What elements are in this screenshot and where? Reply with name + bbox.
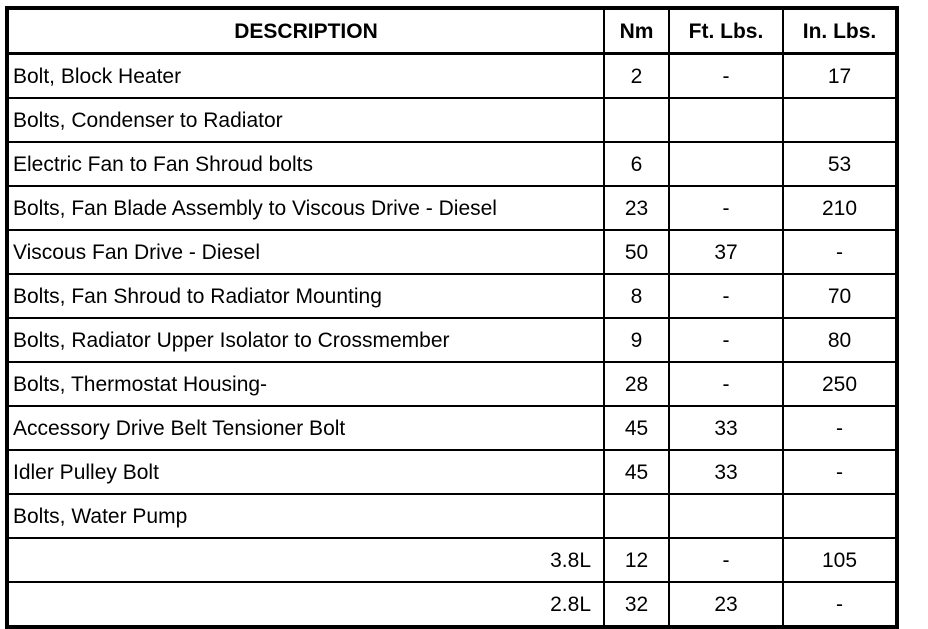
table-row — [7, 230, 897, 274]
table-row — [7, 142, 897, 186]
table-row — [7, 186, 897, 230]
cell-description: Bolts, Fan Shroud to Radiator Mounting — [7, 274, 604, 318]
cell-in-lbs: 70 — [783, 274, 897, 318]
cell-ft-lbs — [669, 98, 783, 142]
cell-in-lbs: 250 — [783, 362, 897, 406]
cell-in-lbs: - — [783, 450, 897, 494]
cell-ft-lbs: 33 — [669, 406, 783, 450]
cell-in-lbs: 53 — [783, 142, 897, 186]
cell-in-lbs: 80 — [783, 318, 897, 362]
cell-nm: 32 — [604, 582, 669, 627]
cell-nm: 23 — [604, 186, 669, 230]
cell-nm — [604, 98, 669, 142]
table-row — [7, 318, 897, 362]
cell-nm: 28 — [604, 362, 669, 406]
cell-nm: 45 — [604, 450, 669, 494]
cell-nm: 2 — [604, 54, 669, 99]
cell-description: Bolts, Fan Blade Assembly to Viscous Drive - Diesel — [7, 186, 604, 230]
table-row — [7, 98, 897, 142]
table-row — [7, 362, 897, 406]
cell-engine-variant: 3.8L — [7, 538, 604, 582]
cell-ft-lbs: 33 — [669, 450, 783, 494]
cell-nm: 12 — [604, 538, 669, 582]
cell-ft-lbs: - — [669, 318, 783, 362]
table-row — [7, 450, 897, 494]
cell-ft-lbs: - — [669, 274, 783, 318]
cell-nm: 45 — [604, 406, 669, 450]
cell-nm: 6 — [604, 142, 669, 186]
torque-spec-table — [5, 6, 899, 629]
cell-ft-lbs: - — [669, 362, 783, 406]
table-row — [7, 274, 897, 318]
cell-in-lbs: 210 — [783, 186, 897, 230]
cell-in-lbs: 105 — [783, 538, 897, 582]
cell-ft-lbs — [669, 494, 783, 538]
cell-in-lbs: - — [783, 406, 897, 450]
table-body — [7, 54, 897, 628]
cell-description: Bolts, Radiator Upper Isolator to Crossmember — [7, 318, 604, 362]
cell-ft-lbs: - — [669, 186, 783, 230]
cell-in-lbs: 17 — [783, 54, 897, 99]
table-row — [7, 406, 897, 450]
cell-nm: 8 — [604, 274, 669, 318]
cell-ft-lbs: 23 — [669, 582, 783, 627]
cell-description: Bolts, Water Pump — [7, 494, 604, 538]
cell-ft-lbs — [669, 142, 783, 186]
cell-description: Bolt, Block Heater — [7, 54, 604, 99]
cell-in-lbs — [783, 494, 897, 538]
cell-nm: 50 — [604, 230, 669, 274]
cell-description: Accessory Drive Belt Tensioner Bolt — [7, 406, 604, 450]
table-subrow — [7, 538, 897, 582]
cell-description: Bolts, Condenser to Radiator — [7, 98, 604, 142]
cell-in-lbs: - — [783, 582, 897, 627]
cell-ft-lbs: - — [669, 538, 783, 582]
cell-ft-lbs: 37 — [669, 230, 783, 274]
table-subrow — [7, 582, 897, 627]
header-row — [7, 8, 897, 54]
cell-nm: 9 — [604, 318, 669, 362]
header-ft-lbs: Ft. Lbs. — [669, 8, 783, 54]
cell-in-lbs: - — [783, 230, 897, 274]
table-row — [7, 494, 897, 538]
cell-description: Viscous Fan Drive - Diesel — [7, 230, 604, 274]
cell-ft-lbs: - — [669, 54, 783, 99]
table-row — [7, 54, 897, 99]
cell-nm — [604, 494, 669, 538]
cell-in-lbs — [783, 98, 897, 142]
table-header — [7, 8, 897, 54]
cell-description: Electric Fan to Fan Shroud bolts — [7, 142, 604, 186]
header-description: DESCRIPTION — [7, 8, 604, 54]
header-in-lbs: In. Lbs. — [783, 8, 897, 54]
cell-description: Idler Pulley Bolt — [7, 450, 604, 494]
cell-engine-variant: 2.8L — [7, 582, 604, 627]
header-nm: Nm — [604, 8, 669, 54]
cell-description: Bolts, Thermostat Housing- — [7, 362, 604, 406]
